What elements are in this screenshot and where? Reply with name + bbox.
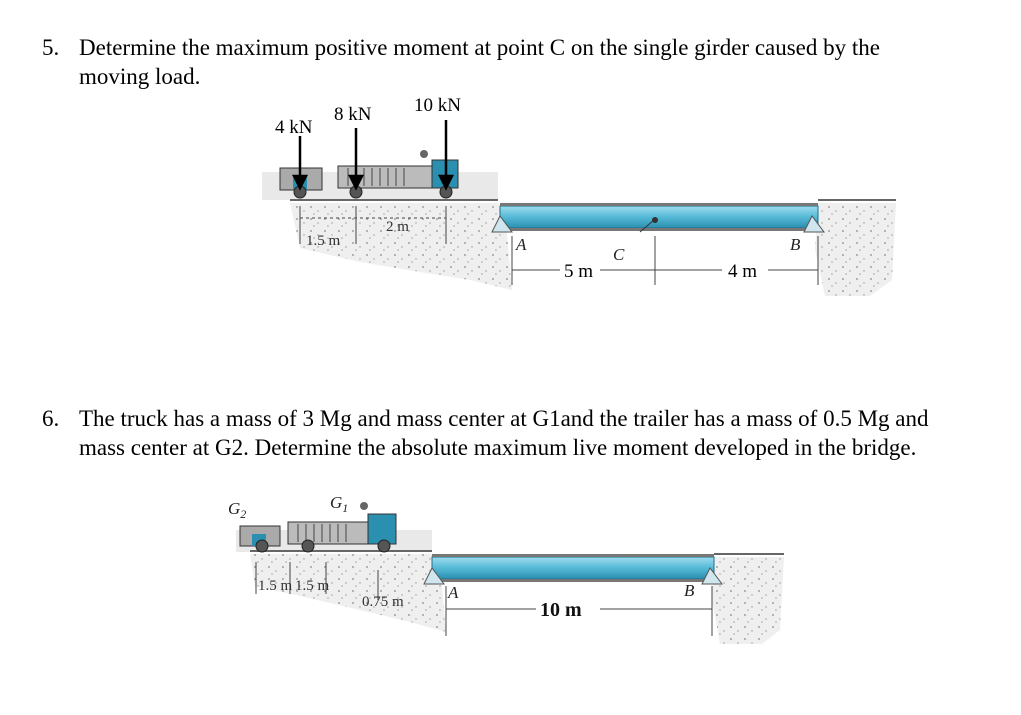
dim6-0-75m-label: 0.75 m [362, 594, 404, 610]
load-4kn-label: 4 kN [275, 117, 313, 138]
g2-letter: G [228, 499, 241, 518]
g2-label [228, 499, 246, 521]
girder-2-bottom-flange [432, 579, 714, 582]
problem-5-text: Determine the maximum positive moment at point C on the single girder caused by the moving load. [79, 35, 880, 89]
load-10kn-label: 10 kN [414, 95, 461, 116]
dim-5m-label: 5 m [564, 261, 594, 282]
point-c-label: C [613, 245, 625, 264]
driver-2-icon [360, 502, 368, 510]
truck-2-body [288, 522, 374, 544]
point-a2-label: A [448, 583, 459, 602]
dim6-1-5m-a-label: 1.5 m [258, 578, 293, 594]
g1-label [330, 493, 348, 515]
trailer-2-wheel-icon [256, 540, 268, 552]
load-8kn-label: 8 kN [334, 104, 372, 125]
problem-5-number: 5. [42, 35, 60, 60]
truck-2-front-wheel-icon [378, 540, 390, 552]
girder-2-top-flange [432, 554, 714, 557]
span-10m-label: 10 m [540, 599, 582, 621]
point-a-label: A [516, 235, 527, 254]
problem-6-number: 6. [42, 406, 60, 431]
g1-letter: G [330, 493, 343, 512]
truck-2-rear-wheel-icon [302, 540, 314, 552]
g2-subscript: 2 [240, 507, 247, 521]
truck-2-cab [368, 514, 396, 544]
girder-2 [432, 557, 714, 579]
problem-6-text: The truck has a mass of 3 Mg and mass center at G1and the trailer has a mass of 0.5 Mg and mass center at G2. Determine the absolute maximum live moment developed in the bridge. [79, 406, 929, 460]
g1-subscript: 1 [342, 501, 349, 515]
dim6-1-5m-b-label: 1.5 m [295, 578, 330, 594]
dim-1-5m-label: 1.5 m [306, 233, 341, 249]
point-b2-label: B [684, 581, 695, 600]
dim-4m-label: 4 m [728, 261, 758, 282]
point-b-label: B [790, 235, 801, 254]
dim-2m-label: 2 m [386, 219, 409, 235]
right-abutment-2 [712, 557, 784, 644]
